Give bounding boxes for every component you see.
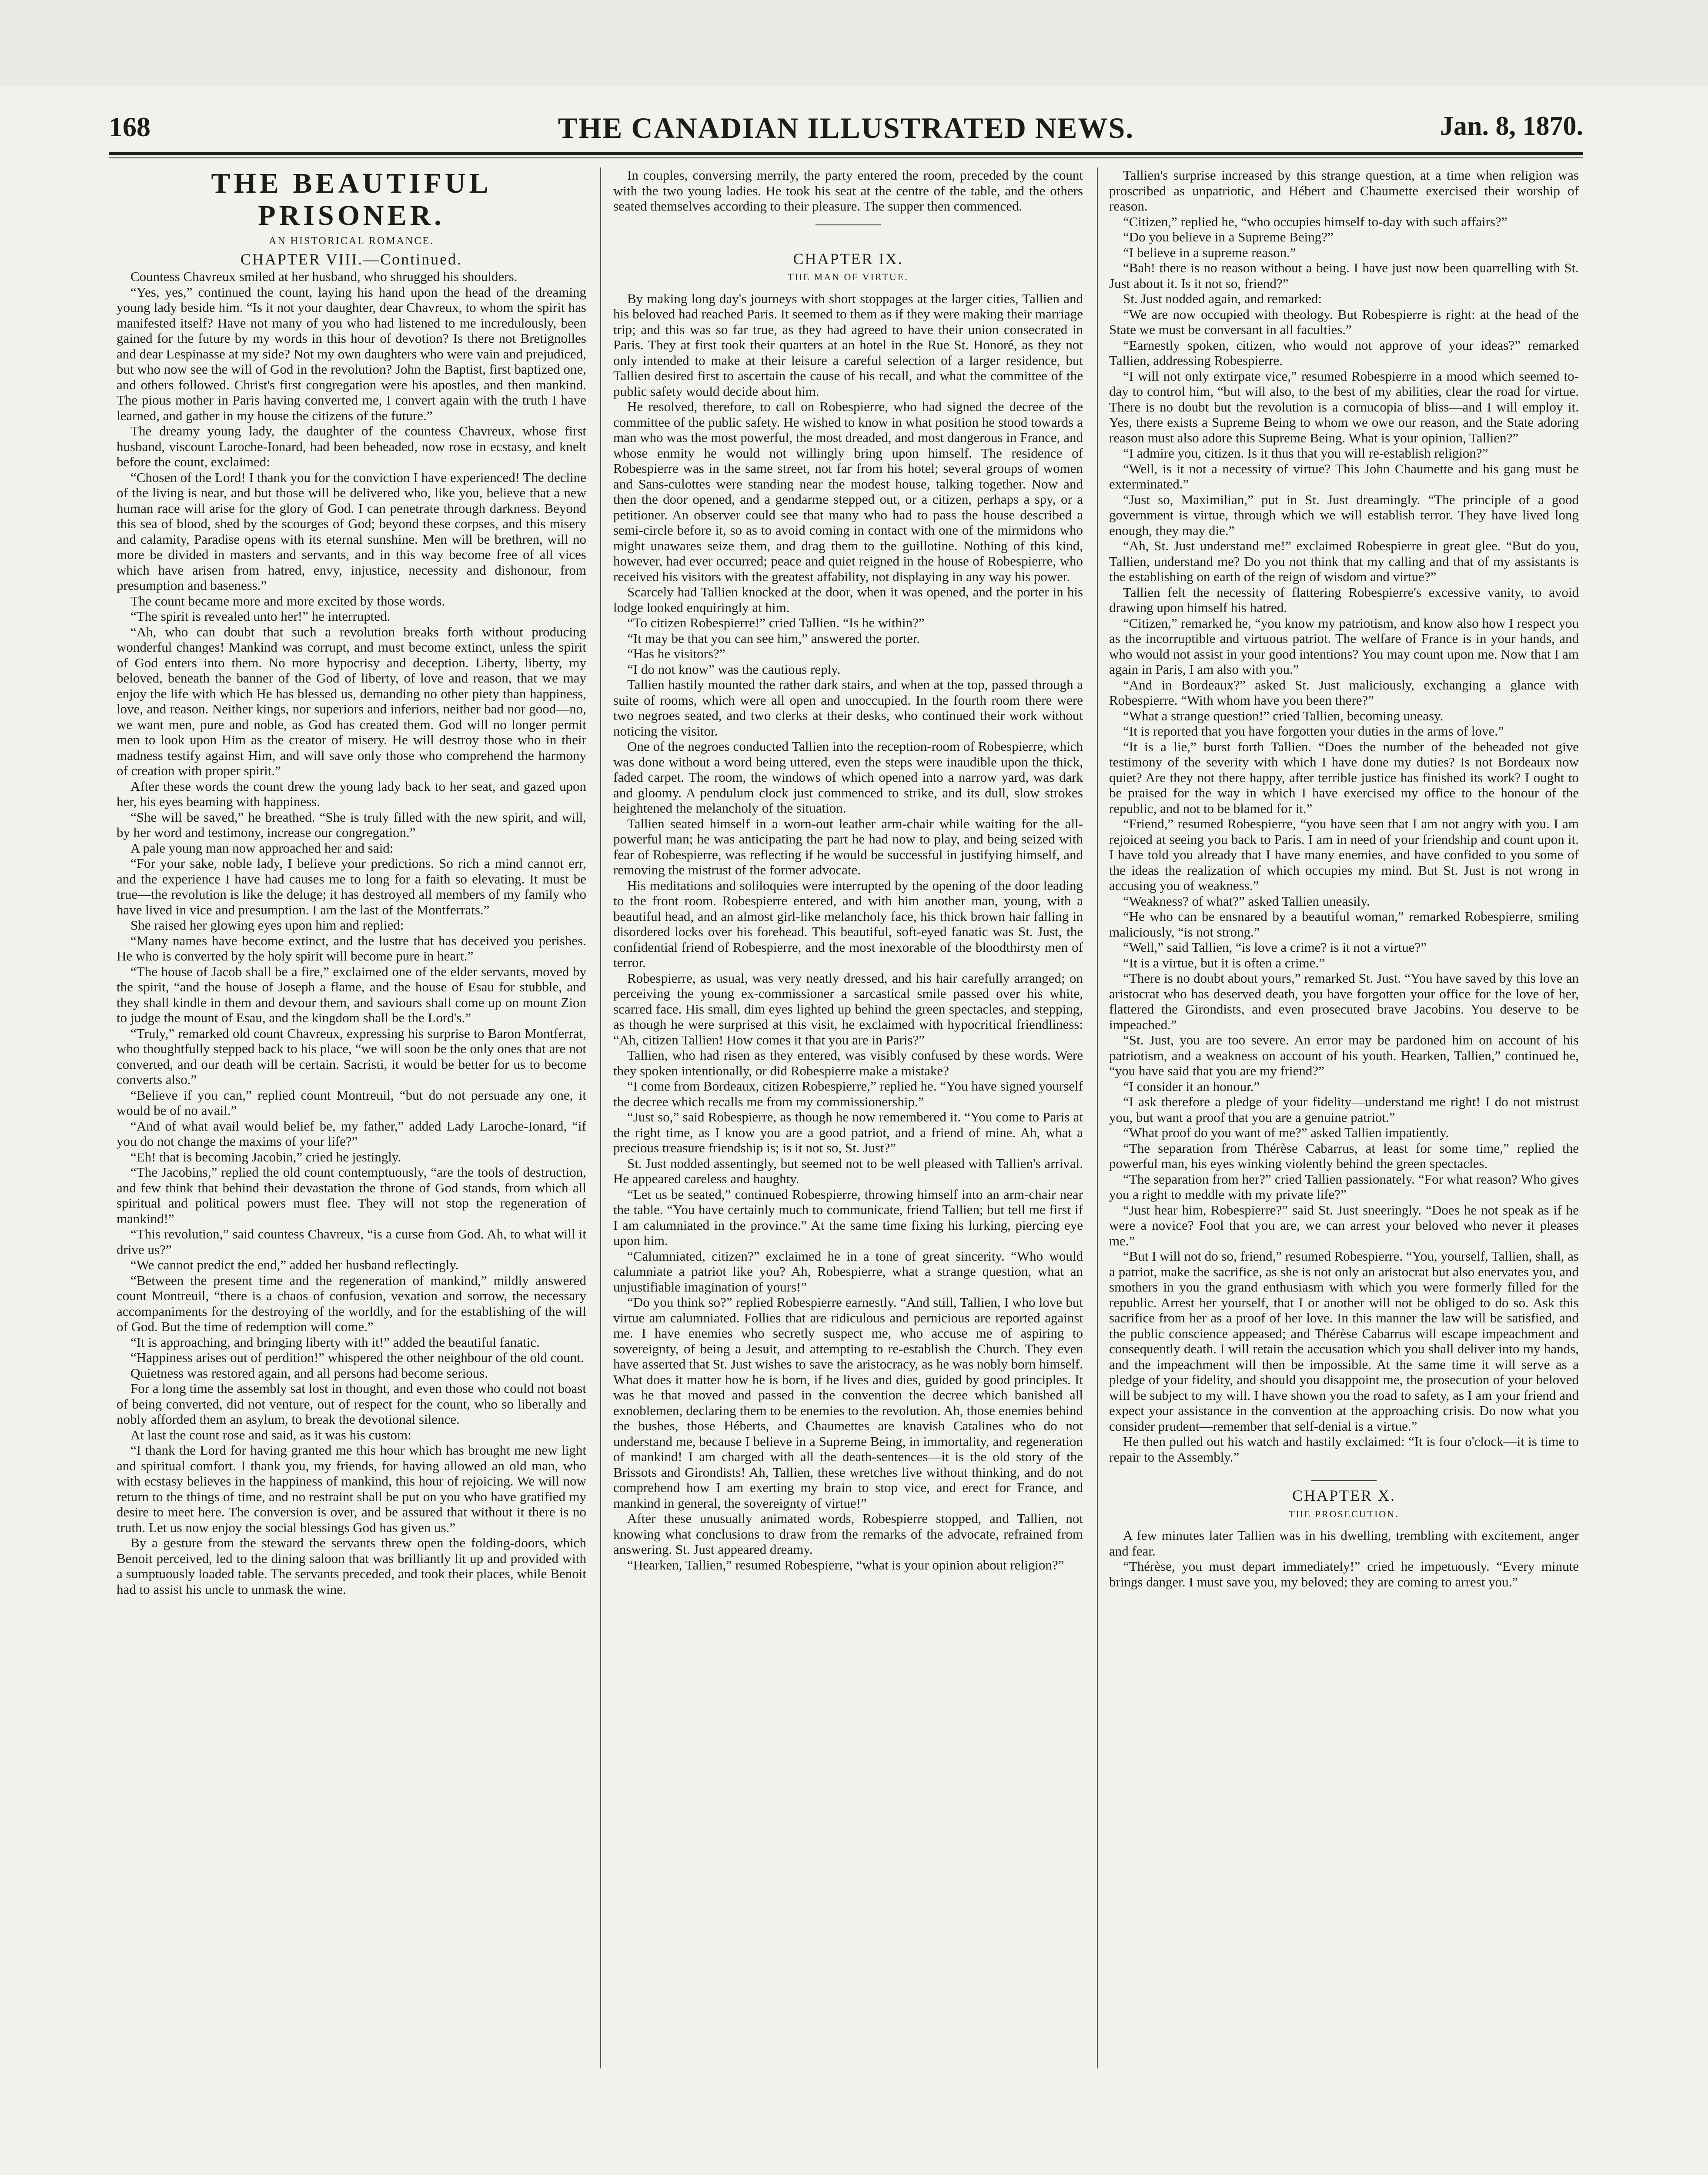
paragraph: “We cannot predict the end,” added her husband reflectingly.	[130, 1257, 459, 1272]
paragraph: Robespierre, as usual, was very neatly dressed, and his hair carefully arranged; on perceiving the young ex-commissioner a sarcastical smile passed over his white, scarred face. His small, dim eyes lighted up behind the green spectacles, and stepping, as though he were surprised at this visit, he exclaimed with hypocritical friendliness: “Ah, citizen Tallien! How comes it that you are in Paris?”	[613, 970, 1083, 1047]
column-2-body	[613, 291, 1083, 1573]
paragraph: At last the count rose and said, as it was his custom:	[130, 1427, 411, 1442]
paragraph: “He who can be ensnared by a beautiful woman,” remarked Robespierre, smiling maliciously, “is not strong.”	[1109, 909, 1579, 940]
paragraph: “Friend,” resumed Robespierre, “you have seen that I am not angry with you. I am rejoiced at seeing you back to Paris. I am in need of your friendship and count upon it. I have told you already that I have many enemies, and have confided to you some of the ideas the realization of which occupies my mind. But St. Just is not wrong in accusing you of weakness.”	[1109, 816, 1579, 893]
paragraph: “Ah, who can doubt that such a revolution breaks forth without producing wonderful changes! Mankind was corrupt, and must become extinct, unless the spirit of God enters into them. No more hypocrisy and deception. Liberty, liberty, my beloved, beneath the banner of the God of liberty, of love and reason, that we may enjoy the life with which He has blessed us, demanding no other piety than happiness, love, and reason. Neither kings, nor superiors and inferiors, neither bad nor good—no, we want men, pure and noble, as God has created them. God will no longer permit men to look upon Him as the creator of misery. He will destroy those who in their madness testify against Him, and will save only those who comprehend the harmony of creation with proper spirit.”	[117, 624, 586, 778]
paragraph: In couples, conversing merrily, the party entered the room, preceded by the count with the two young ladies. He took his seat at the centre of the table, and the others seated themselves according to their pleasure. The supper then commenced.	[613, 167, 1083, 214]
paragraph: “Happiness arises out of perdition!” whispered the other neighbour of the old count.	[130, 1350, 584, 1365]
paragraph: After these unusually animated words, Robespierre stopped, and Tallien, not knowing what conclusions to draw from the remarks of the advocate, refrained from answering. St. Just appeared dreamy.	[613, 1511, 1083, 1557]
column-divider	[1097, 167, 1098, 2068]
masthead	[109, 111, 1583, 154]
paragraph: “Well, is it not a necessity of virtue? This John Chaumette and his gang must be exterminated.”	[1109, 461, 1579, 492]
paragraph: “I thank the Lord for having granted me this hour which has brought me new light and spiritual comfort. I thank you, my friends, for having allowed an old man, who with ecstasy believes in the happiness of mankind, this hour of rejoicing. We will now return to the things of time, and no restraint shall be put on you who have gratified my desire to meet here. The conversion is over, and be assured that without it there is no truth. Let us now enjoy the social blessings God has given us.”	[117, 1442, 586, 1535]
column-2-intro	[613, 167, 1083, 214]
paragraph: “Many names have become extinct, and the lustre that has deceived you perishes. He who is converted by the holy spirit will become pure in heart.”	[117, 933, 586, 964]
paragraph: “And in Bordeaux?” asked St. Just maliciously, exchanging a glance with Robespierre. “With whom have you been there?”	[1109, 677, 1579, 708]
column-2	[613, 167, 1083, 1573]
section-rule	[816, 224, 881, 225]
paragraph: For a long time the assembly sat lost in thought, and even those who could not boast of being converted, did not venture, out of respect for the count, who so liberally and nobly afforded them an asylum, to break the devotional silence.	[117, 1381, 586, 1427]
paragraph: By making long day's journeys with short stoppages at the larger cities, Tallien and his beloved had reached Paris. It seemed to them as if they were making their marriage trip; and this was so far true, as they had agreed to have their union consecrated in Paris. They at first took their quarters at an hotel in the Rue St. Honoré, as they not only intended to make at their leisure a careful selection of a larger residence, but Tallien desired first to ascertain the cause of his recall, and what the committee of the public safety would decide about him.	[613, 291, 1083, 399]
paragraph: “Just so,” said Robespierre, as though he now remembered it. “You come to Paris at the right time, as I know you are a good patriot, and a friend of mine. Ah, what a precious treasure friendship is; is it not so, St. Just?”	[613, 1109, 1083, 1155]
paragraph: “Let us be seated,” continued Robespierre, throwing himself into an arm-chair near the table. “You have certainly much to communicate, friend Tallien; but tell me first if I am calumniated in the province.” At the same time fixing his lurking, piercing eye upon him.	[613, 1186, 1083, 1248]
paragraph: “The separation from her?” cried Tallien passionately. “For what reason? Who gives you a right to meddle with my private life?”	[1109, 1171, 1579, 1202]
paragraph: “Yes, yes,” continued the count, laying his hand upon the head of the dreaming young lady beside him. “Is it not your daughter, dear Chavreux, to whom the spirit has manifested itself? Have not many of you who had listened to me incredulously, been gained for the future by my words in this hour of devotion? Is there not Bretignolles and dear Lespinasse at my side? Not my own daughters who were vain and prejudiced, but who now see the will of God in the revolution? John the Baptist, first baptized one, and others followed. Christ's first congregation were his apostles, and then mankind. The pious mother in Paris having converted me, I convert again with the truth I have learned, and gather in my house the citizens of the future.”	[117, 284, 586, 423]
paragraph: “It is a lie,” burst forth Tallien. “Does the number of the beheaded not give testimony of the severity with which I have done my duties? Is not Bordeaux now quiet? Are they not there happy, after terrible justice has finished its work? I ought to be praised for the way in which I have exercised my office to the honour of the republic, and not to be blamed for it.”	[1109, 739, 1579, 816]
paragraph: “It is a virtue, but it is often a crime.”	[1123, 955, 1325, 970]
paragraph: Tallien hastily mounted the rather dark stairs, and when at the top, passed through a suite of rooms, which were all open and unoccupied. In the fourth room there were two negroes seated, and two clerks at their desks, who continued their work without noticing the visitor.	[613, 677, 1083, 739]
paragraph: “Thérèse, you must depart immediately!” cried he impetuously. “Every minute brings danger. I must save you, my beloved; they are coming to arrest you.”	[1109, 1559, 1579, 1589]
paragraph: “To citizen Robespierre!” cried Tallien. “Is he within?”	[627, 615, 925, 630]
paragraph: “It is approaching, and bringing liberty with it!” added the beautiful fanatic.	[130, 1334, 540, 1350]
paragraph: “I come from Bordeaux, citizen Robespierre,” replied he. “You have signed yourself the decree which recalls me from my commissionership.”	[613, 1078, 1083, 1109]
column-1-body	[117, 269, 586, 1597]
story-title: THE BEAUTIFUL PRISONER.	[211, 167, 492, 231]
paragraph: “She will be saved,” he breathed. “She is truly filled with the new spirit, and will, by her word and testimony, increase our congregation.”	[117, 809, 586, 840]
paragraph: “What proof do you want of me?” asked Tallien impatiently.	[1123, 1125, 1449, 1140]
paragraph: The dreamy young lady, the daughter of the countess Chavreux, whose first husband, viscount Laroche-Ionard, had been beheaded, now rose in ecstasy, and knelt before the count, exclaimed:	[117, 423, 586, 469]
paragraph: Tallien seated himself in a worn-out leather arm-chair while waiting for the all-powerful man; he was anticipating the part he had now to play, and being seized with fear of Robespierre, was reflecting if he would be successful in justifying himself, and removing the mistrust of the former advocate.	[613, 816, 1083, 877]
story-subtitle: AN HISTORICAL ROMANCE.	[268, 235, 434, 247]
paragraph: “Just hear him, Robespierre?” said St. Just sneeringly. “Does he not speak as if he were a novice? Fool that you are, we can arrest your beloved who never it pleases me.”	[1109, 1202, 1579, 1248]
issue-date: Jan. 8, 1870.	[1440, 111, 1583, 141]
paragraph: Tallien felt the necessity of flattering Robespierre's excessive vanity, to avoid drawing upon himself his hatred.	[1109, 584, 1579, 615]
newspaper-title: THE CANADIAN ILLUSTRATED NEWS.	[558, 111, 1134, 144]
paragraph: “The house of Jacob shall be a fire,” exclaimed one of the elder servants, moved by the spirit, “and the house of Joseph a flame, and the house of Esau for stubble, and they shall kindle in them and devour them, and saviours shall come up on mount Zion to judge the mount of Esau, and the kingdom shall be the Lord's.”	[117, 964, 586, 1025]
paragraph: “It is reported that you have forgotten your duties in the arms of love.”	[1123, 723, 1504, 739]
paragraph: “Citizen,” replied he, “who occupies himself to-day with such affairs?”	[1123, 214, 1507, 229]
chapter-heading: CHAPTER VIII.—Continued.	[240, 250, 463, 268]
page-number: 168	[109, 111, 150, 142]
paragraph: “Calumniated, citizen?” exclaimed he in a tone of great sincerity. “Who would calumniate a patriot like you? Ah, Robespierre, what a strange question, what an unjustifiable imagination of yours!”	[613, 1248, 1083, 1295]
paragraph: Countess Chavreux smiled at her husband, who shrugged his shoulders.	[130, 269, 518, 284]
paragraph: “Citizen,” remarked he, “you know my patriotism, and know also how I respect you as the incorruptible and virtuous patriot. The welfare of France is in your hands, and who would not assist in your good intentions? You may count upon me. Now that I am again in Paris, I am also with you.”	[1109, 615, 1579, 677]
column-divider	[600, 167, 601, 2068]
paragraph: “Bah! there is no reason without a being. I have just now been quarrelling with St. Just about it. Is it not so, friend?”	[1109, 260, 1579, 291]
paragraph: “I do not know” was the cautious reply.	[627, 661, 841, 677]
paragraph: “Truly,” remarked old count Chavreux, expressing his surprise to Baron Montferrat, who thoughtfully stepped back to his place, “we will soon be the only ones that are not converted, and our death will be certain. Sacristi, it would be better for us to become converts also.”	[117, 1025, 586, 1087]
paragraph: “Ah, St. Just understand me!” exclaimed Robespierre in great glee. “But do you, Tallien, understand me? Do you not think that my calling and that of my assistants is the establishing on earth of the reign of wisdom and virtue?”	[1109, 538, 1579, 584]
paragraph: St. Just nodded again, and remarked:	[1123, 291, 1322, 306]
paragraph: “I will not only extirpate vice,” resumed Robespierre in a mood which seemed to-day to control him, “but will also, to the best of my abilities, clear the road for virtue. There is no doubt but the revolution is a cornucopia of bliss—and I will employ it. Yes, there exists a Supreme Being to whom we owe our reason, and the State adoring reason must also adore this Supreme Being. What is your opinion, Tallien?”	[1109, 368, 1579, 445]
paragraph: “The spirit is revealed unto her!” he interrupted.	[130, 609, 391, 624]
paragraph: “Do you believe in a Supreme Being?”	[1123, 229, 1334, 244]
paragraph: One of the negroes conducted Tallien into the reception-room of Robespierre, which was done without a word being uttered, even the steps were inaudible upon the thick, faded carpet. The room, the windows of which opened into a narrow yard, was dark and gloomy. A pendulum clock just commenced to strike, and its dull, slow strokes heightened the melancholy of the situation.	[613, 739, 1083, 816]
paragraph: “Has he visitors?”	[627, 646, 725, 661]
paragraph: “Eh! that is becoming Jacobin,” cried he jestingly.	[130, 1149, 401, 1164]
paragraph: Tallien's surprise increased by this strange question, at a time when religion was proscribed as unpatriotic, and Hébert and Chaumette exercised their worship of reason.	[1109, 167, 1579, 214]
paragraph: “The Jacobins,” replied the old count contemptuously, “are the tools of destruction, and few think that behind their devastation the throne of God stands, from which all spiritual and political powers must flee. They will not stop the regeneration of mankind!”	[117, 1164, 586, 1226]
column-3-body	[1109, 167, 1579, 1465]
section-rule	[1311, 1480, 1377, 1481]
paragraph: She raised her glowing eyes upon him and replied:	[130, 917, 404, 933]
paragraph: “What a strange question!” cried Tallien, becoming uneasy.	[1123, 708, 1444, 723]
paragraph: “I admire you, citizen. Is it thus that you will re-establish religion?”	[1123, 445, 1488, 461]
paragraph: “Do you think so?” replied Robespierre earnestly. “And still, Tallien, I who love but virtue am calumniated. Follies that are ridiculous and pernicious are reported against me. I have enemies who secretly suspect me, who accuse me of aspiring to sovereignty, of being a Jesuit, and attempting to re-establish the Church. They even have asserted that St. Just wishes to save the aristocracy, as he was nobly born himself. What does it matter how he is born, if he lives and dies, guided by good principles. It was he that moved and passed in the convention the decree which banished all exnoblemen, declaring them to be enemies to the revolution. Ah, those enemies behind the bushes, those Héberts, and Chaumettes are knavish Catalines who do not understand me, because I believe in a Supreme Being, in immortality, and regeneration of mankind! I am charged with all the death-sentences—it is the old story of the Brissots and Girondists! Ah, Tallien, these wretches live without thinking, and do not comprehend how I am exerting my brain to stop vice, and erect for France, and mankind in general, the sovereignty of virtue!”	[613, 1295, 1083, 1511]
chapter-heading: CHAPTER IX.	[793, 250, 903, 268]
paragraph: Scarcely had Tallien knocked at the door, when it was opened, and the porter in his lodge looked enquiringly at him.	[613, 584, 1083, 615]
paragraph: “We are now occupied with theology. But Robespierre is right: at the head of the State we must be conversant in all faculties.”	[1109, 306, 1579, 337]
paragraph: His meditations and soliloquies were interrupted by the opening of the door leading to the front room. Robespierre entered, and with him another man, young, with a beautiful head, and an almost girl-like melancholy face, his thick brown hair falling in disordered locks over his forehead. This beautiful, soft-eyed fanatic was St. Just, the confidential friend of Robespierre, and the most inexorable of the bloodthirsty men of terror.	[613, 877, 1083, 970]
paragraph: A few minutes later Tallien was in his dwelling, trembling with excitement, anger and fear.	[1109, 1528, 1579, 1559]
paragraph: “Chosen of the Lord! I thank you for the conviction I have experienced! The decline of the living is near, and but those will be delivered who, like you, believe that a new human race will arise for the glory of God. I can penetrate through darkness. Beyond this sea of blood, shed by the scourges of God; beyond these corpses, and this misery and calamity, Paradise opens with its eternal sunshine. Men will be brethren, will no more be divided in masters and servants, and in this way become free of all vices which have arisen from hatred, envy, injustice, necessity and dishonour, from presumption and baseness.”	[117, 469, 586, 593]
paragraph: “Between the present time and the regeneration of mankind,” mildly answered count Montreuil, “there is a chaos of confusion, vexation and sorrow, the necessary accompaniments for the destroying of the worldly, and for the establishing of the will of God. But the time of redemption will come.”	[117, 1272, 586, 1334]
paragraph: A pale young man now approached her and said:	[130, 840, 394, 856]
paragraph: “The separation from Thérèse Cabarrus, at least for some time,” replied the powerful man, his eyes winking violently behind the green spectacles.	[1109, 1140, 1579, 1171]
paragraph: After these words the count drew the young lady back to her seat, and gazed upon her, his eyes beaming with happiness.	[117, 778, 586, 809]
column-1	[117, 167, 586, 1597]
paper-edge-top	[0, 0, 1708, 87]
paragraph: St. Just nodded assentingly, but seemed not to be well pleased with Tallien's arrival. He appeared careless and haughty.	[613, 1155, 1083, 1186]
paragraph: The count became more and more excited by those words.	[130, 593, 445, 609]
paragraph: “And of what avail would belief be, my father,” added Lady Laroche-Ionard, “if you do not change the maxims of your life?”	[117, 1118, 586, 1149]
paragraph: Tallien, who had risen as they entered, was visibly confused by these words. Were they spoken intentionally, or did Robespierre make a mistake?	[613, 1047, 1083, 1078]
paragraph: “Just so, Maximilian,” put in St. Just dreamingly. “The principle of a good government is virtue, through which we will establish terror. They have lived long enough, they may die.”	[1109, 492, 1579, 538]
paragraph: “For your sake, noble lady, I believe your predictions. So rich a mind cannot err, and the experience I have had causes me to long for a faith so elevating. It must be true—the revolution is like the deluge; it has destroyed all members of my family who have lived in vice and presumption. I am the last of the Montferrats.”	[117, 856, 586, 917]
paragraph: “Earnestly spoken, citizen, who would not approve of your ideas?” remarked Tallien, addressing Robespierre.	[1109, 337, 1579, 368]
paragraph: “I consider it an honour.”	[1123, 1078, 1260, 1094]
paragraph: “It may be that you can see him,” answered the porter.	[627, 630, 920, 646]
paragraph: “This revolution,” said countess Chavreux, “is a curse from God. Ah, to what will it drive us?”	[117, 1226, 586, 1257]
chapter-heading: CHAPTER X.	[1292, 1487, 1396, 1504]
chapter-subheading: THE MAN OF VIRTUE.	[788, 271, 909, 282]
paragraph: “Well,” said Tallien, “is love a crime? is it not a virtue?”	[1123, 940, 1427, 955]
column-3-chapter-10-body	[1109, 1528, 1579, 1589]
paragraph: Quietness was restored again, and all persons had become serious.	[130, 1365, 488, 1381]
paragraph: “There is no doubt about yours,” remarked St. Just. “You have saved by this love an aristocrat who has deserved death, you have forgotten your office for the love of her, flattered the Girondists, and even prosecuted brave Jacobins. You deserve to be impeached.”	[1109, 970, 1579, 1032]
paragraph: By a gesture from the steward the servants threw open the folding-doors, which Benoit perceived, led to the dining saloon that was brilliantly lit up and provided with a sumptuously loaded table. The servants preceded, and took their places, while Benoit had to assist his uncle to unmask the wine.	[117, 1535, 586, 1597]
paragraph: “Hearken, Tallien,” resumed Robespierre, “what is your opinion about religion?”	[627, 1557, 1064, 1573]
paragraph: “Weakness? of what?” asked Tallien uneasily.	[1123, 893, 1370, 909]
paragraph: “I believe in a supreme reason.”	[1123, 244, 1296, 260]
header-rule-thin	[109, 157, 1583, 158]
paragraph: He resolved, therefore, to call on Robespierre, who had signed the decree of the committee of the public safety. He wished to know in what position he stood towards a man who was the most powerful, the most dreaded, and most dangerous in France, and whose enmity he would not willingly bring upon himself. The residence of Robespierre was in the same street, not far from his hotel; several groups of women and Sans-culottes were standing near the modest house, talking together. Now and then the door opened, and a gendarme stepped out, or a citizen, perhaps a spy, or a petitioner. An observer could see that many who had to pass the house described a semi-circle before it, so as to avoid coming in contact with one of the mirmidons who might unawares seize them, and drag them to the guillotine. Nothing of this kind, however, had ever occurred; peace and quiet reigned in the house of Robespierre, who received his visitors with the greatest affability, not displaying in any way his power.	[613, 399, 1083, 584]
paragraph: “But I will not do so, friend,” resumed Robespierre. “You, yourself, Tallien, shall, as a patriot, make the sacrifice, as she is not only an aristocrat but also enervates you, and smothers in you the grand enthusiasm with which you were formerly filled for the republic. Arrest her yourself, that I or another will not be obliged to do so. Ask this sacrifice from her as a proof of her love. In this manner the law will be satisfied, and the public conscience appeased; and Thérèse Cabarrus will escape impeachment and consequently death. I will retain the accusation which you shall deliver into my hands, and the impeachment will then be impossible. At the same time it will serve as a pledge of your fidelity, and should you disappoint me, the prosecution of your beloved will be subject to my will. I have shown you the road to safety, as I am your friend and expect your assistance in the convention at the approaching crisis. Do now what you consider prudent—remember that self-denial is a virtue.”	[1109, 1248, 1579, 1434]
chapter-subheading: THE PROSECUTION.	[1289, 1508, 1399, 1519]
paragraph: “St. Just, you are too severe. An error may be pardoned him on account of his patriotism, and a weakness on account of his youth. Hearken, Tallien,” continued he, “you have said that you are my friend?”	[1109, 1032, 1579, 1078]
header-rule-thick	[109, 152, 1583, 155]
paragraph: He then pulled out his watch and hastily exclaimed: “It is four o'clock—it is time to repair to the Assembly.”	[1109, 1434, 1579, 1465]
paragraph: “I ask therefore a pledge of your fidelity—understand me right! I do not mistrust you, but want a proof that you are a genuine patriot.”	[1109, 1094, 1579, 1125]
paragraph: “Believe if you can,” replied count Montreuil, “but do not persuade any one, it would be of no avail.”	[117, 1087, 586, 1118]
column-3	[1109, 167, 1579, 1589]
